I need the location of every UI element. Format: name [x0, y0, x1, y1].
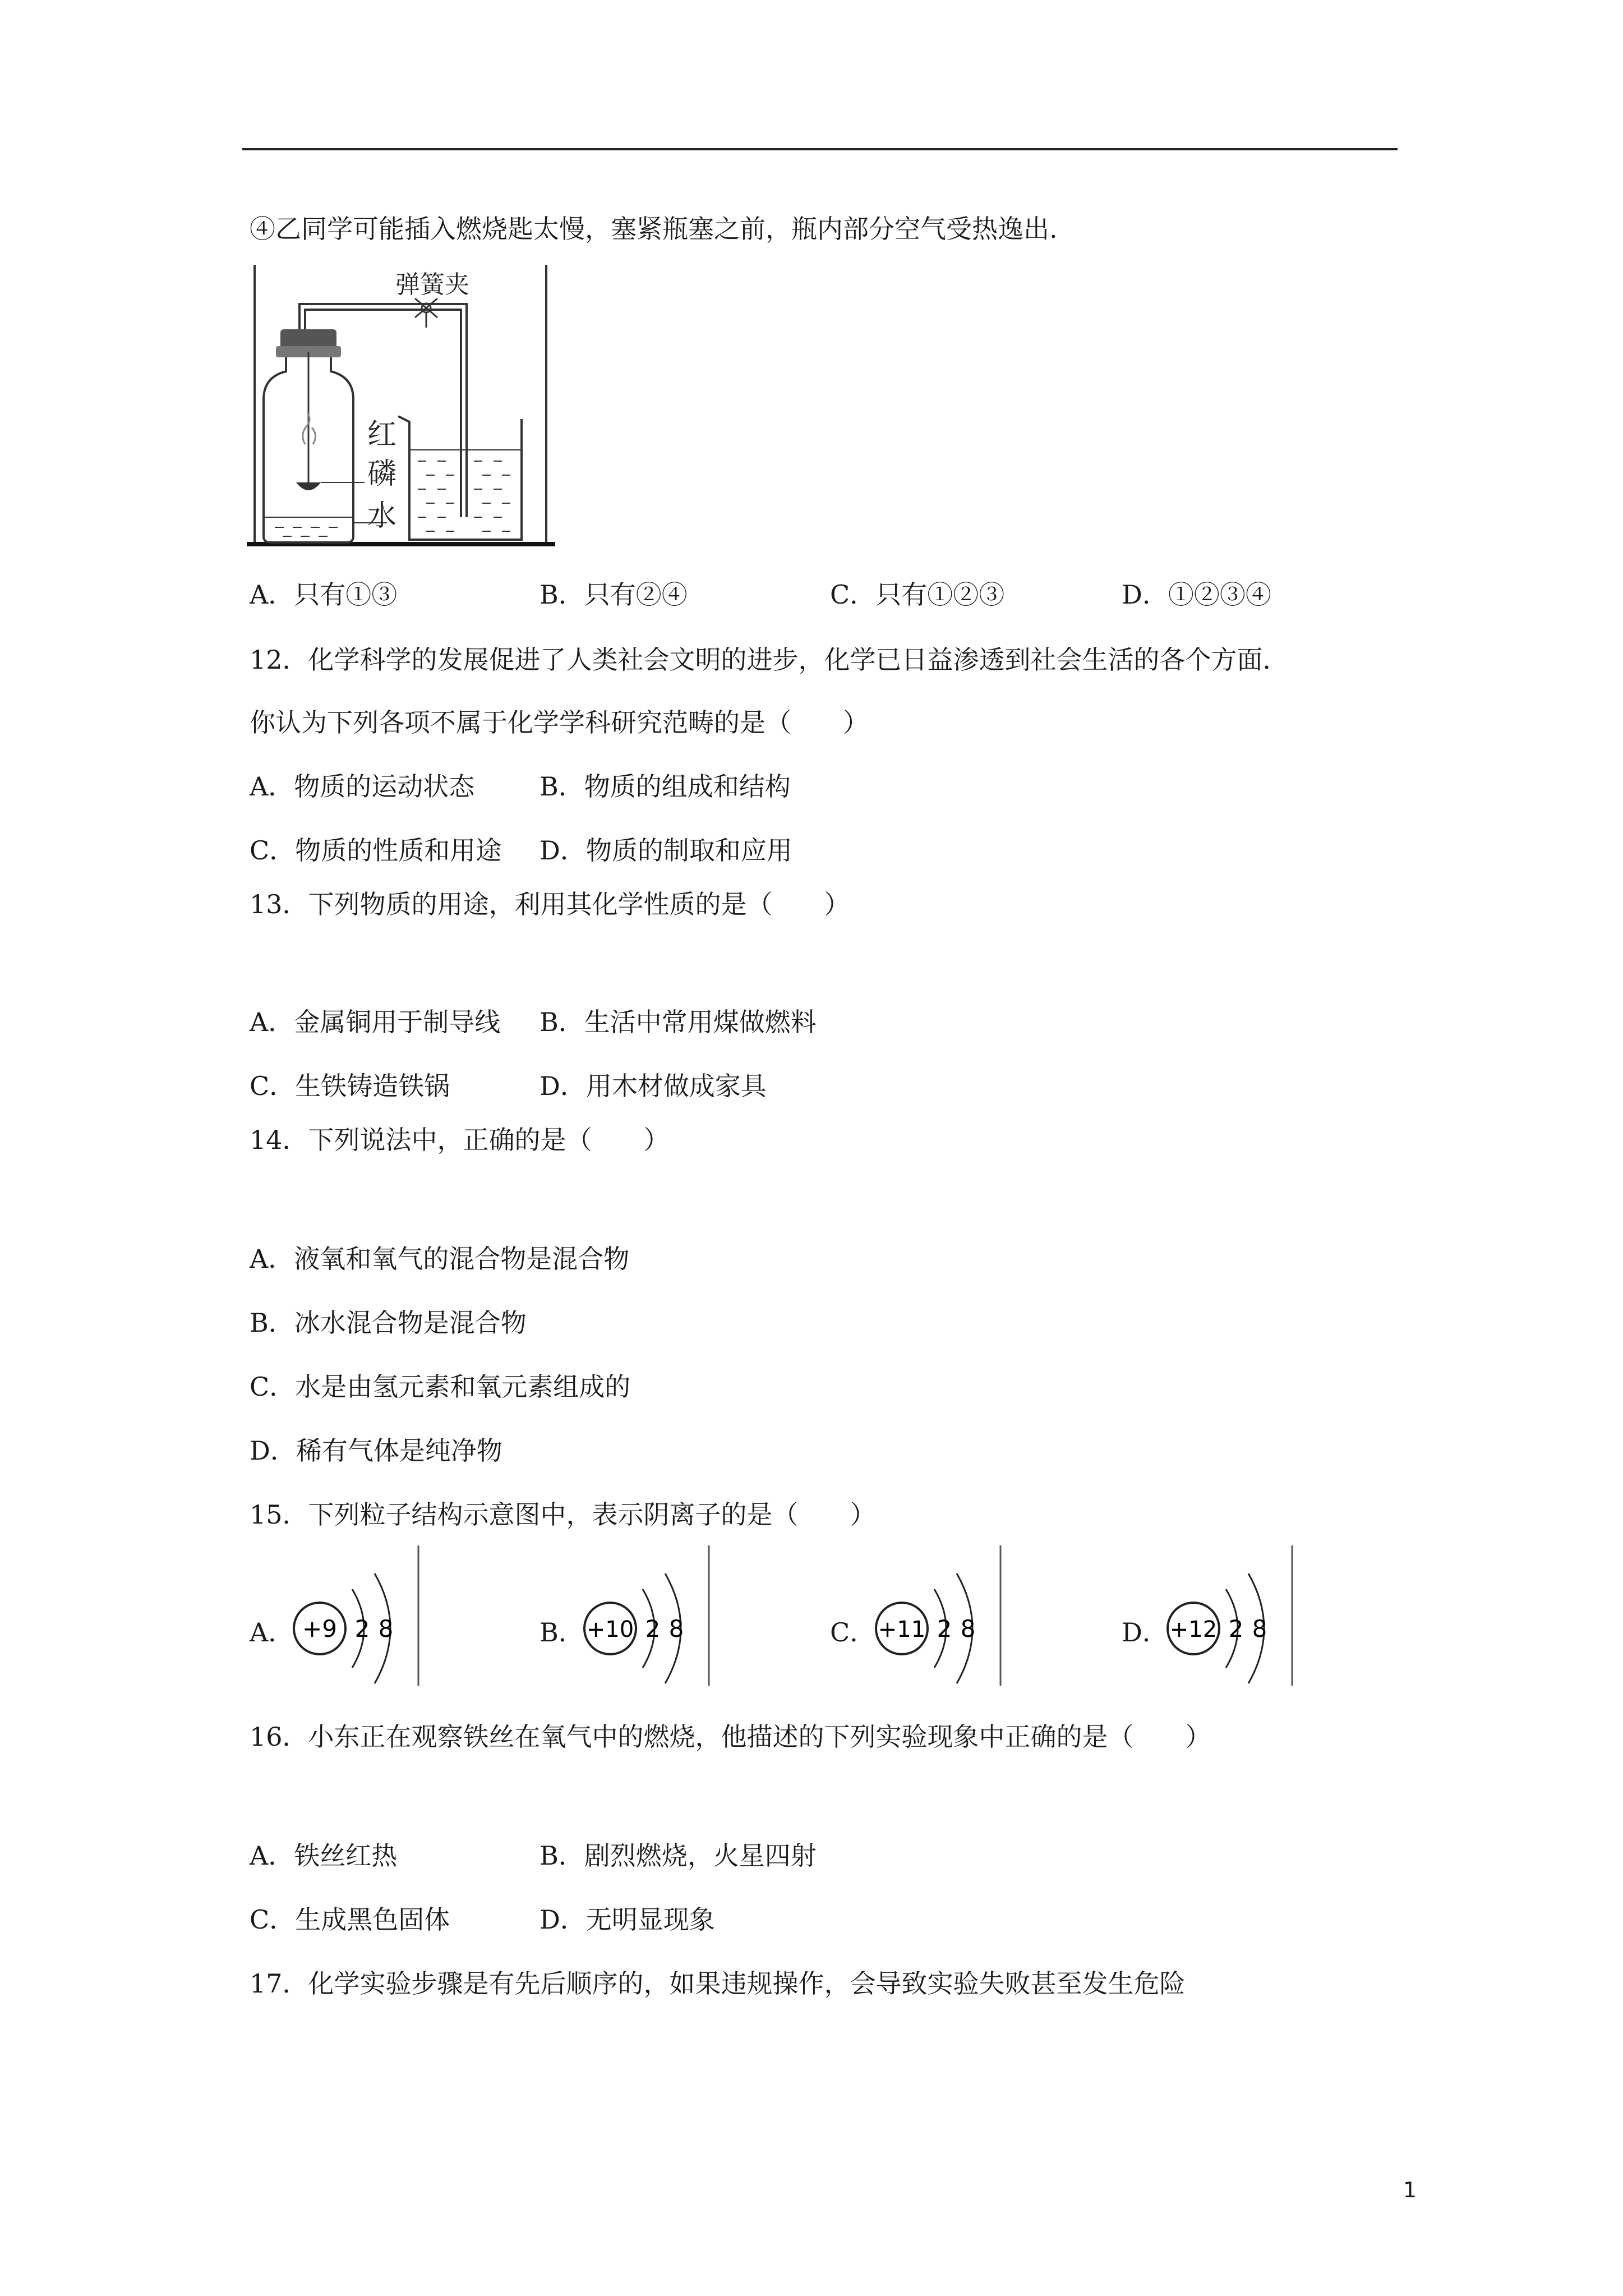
q13-option-c: C．生铁铸造铁锅 [250, 1071, 450, 1101]
shell-1-count: 2 [1228, 1615, 1244, 1642]
atom-diagram-c [868, 1545, 1003, 1686]
shell-2-count: 8 [960, 1615, 976, 1642]
q11-option-c: C．只有①②③ [830, 579, 1005, 610]
shell-1-count: 2 [937, 1615, 952, 1642]
q15-option-d-label: D． [1122, 1617, 1168, 1648]
shell-2-count: 8 [1252, 1615, 1267, 1642]
red-label: 红 [367, 418, 397, 452]
q11-option-b: B．只有②④ [540, 579, 688, 610]
nucleus-label: +9 [302, 1615, 337, 1642]
q15-stem: 15．下列粒子结构示意图中，表示阴离子的是（ ） [250, 1499, 876, 1530]
shell-1-count: 2 [354, 1615, 370, 1642]
q11-option-d: D．①②③④ [1122, 579, 1271, 610]
q12-option-a: A．物质的运动状态 [250, 771, 475, 802]
q13-stem: 13．下列物质的用途，利用其化学性质的是（ ） [250, 889, 850, 919]
shell-2-count: 8 [668, 1615, 684, 1642]
q14-option-d: D．稀有气体是纯净物 [250, 1435, 502, 1466]
q14-option-c: C．水是由氢元素和氧元素组成的 [250, 1372, 631, 1402]
q13-option-b: B．生活中常用煤做燃料 [540, 1007, 817, 1037]
q12-option-b: B．物质的组成和结构 [540, 771, 791, 802]
q13-option-a: A．金属铜用于制导线 [250, 1007, 501, 1037]
q16-option-c: C．生成黑色固体 [250, 1904, 450, 1935]
q15-option-c-label: C． [830, 1617, 876, 1648]
nucleus-label: +10 [586, 1617, 634, 1642]
phosphorus-label: 磷 [367, 457, 397, 491]
q12-stem-line2: 你认为下列各项不属于化学学科研究范畴的是（ ） [250, 707, 869, 738]
q14-option-a: A．液氧和氧气的混合物是混合物 [250, 1244, 630, 1274]
q14-option-b: B．冰水混合物是混合物 [250, 1308, 527, 1338]
water-label: 水 [367, 499, 397, 533]
clamp-label: 弹簧夹 [395, 270, 469, 299]
nucleus-label: +12 [1169, 1617, 1218, 1642]
atom-diagram-b [577, 1545, 711, 1686]
q13-option-d: D．用木材做成家具 [540, 1071, 767, 1101]
q11-option-a: A．只有①③ [250, 579, 398, 610]
q11-item-4: ④乙同学可能插入燃烧匙太慢，塞紧瓶塞之前，瓶内部分空气受热逸出. [250, 214, 1058, 244]
shell-1-count: 2 [645, 1615, 661, 1642]
q12-option-d: D．物质的制取和应用 [540, 835, 792, 866]
header-rule [242, 148, 1398, 150]
q12-stem-line1: 12．化学科学的发展促进了人类社会文明的进步，化学已日益渗透到社会生活的各个方面． [250, 645, 1289, 675]
q16-stem: 16．小东正在观察铁丝在氧气中的燃烧，他描述的下列实验现象中正确的是（ ） [250, 1722, 1211, 1752]
q15-option-b-label: B． [540, 1617, 584, 1648]
q12-option-c: C．物质的性质和用途 [250, 835, 502, 866]
q16-option-d: D．无明显现象 [540, 1904, 715, 1935]
apparatus-diagram [247, 259, 561, 551]
q16-option-b: B．剧烈燃烧，火星四射 [540, 1841, 817, 1871]
shell-2-count: 8 [378, 1615, 394, 1642]
q16-option-a: A．铁丝红热 [250, 1841, 398, 1871]
q15-option-a-label: A． [250, 1617, 294, 1648]
page-number: 1 [1403, 2178, 1417, 2202]
q14-stem: 14．下列说法中，正确的是（ ） [250, 1125, 670, 1155]
nucleus-label: +11 [878, 1617, 926, 1642]
atom-diagram-a [286, 1545, 421, 1686]
q17-stem: 17．化学实验步骤是有先后顺序的，如果违规操作，会导致实验失败甚至发生危险 [250, 1968, 1186, 1999]
atom-diagram-d [1160, 1545, 1294, 1686]
